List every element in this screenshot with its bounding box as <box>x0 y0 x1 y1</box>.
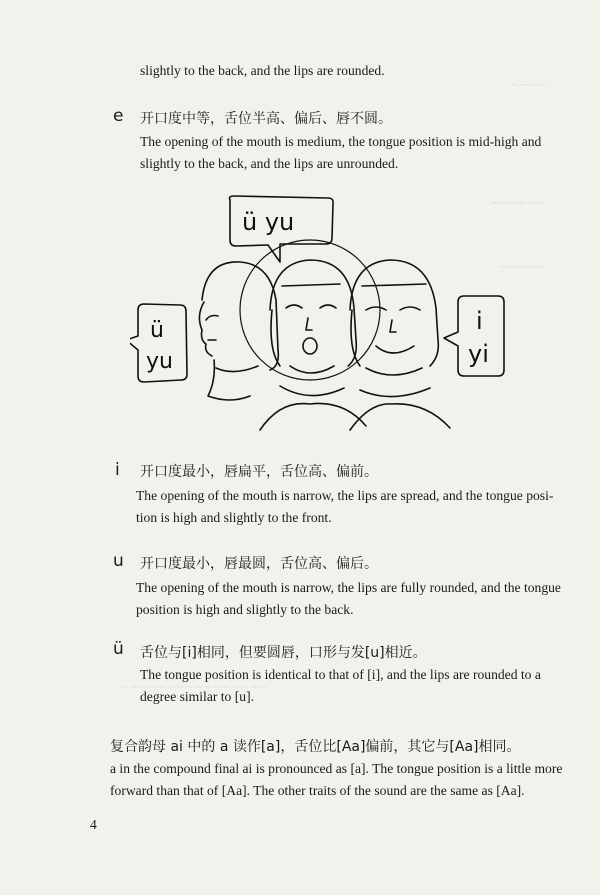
bleed-through-mark: ~~~~~~~~~~~~~~~~ <box>120 680 268 693</box>
vowel-letter-u: u <box>113 551 124 571</box>
girl-middle-front <box>260 260 366 430</box>
vowel-i-english-line1: The opening of the mouth is narrow, the lips are spread, and the tongue posi- <box>136 488 554 503</box>
vowel-u-english-line1: The opening of the mouth is narrow, the lips are fully rounded, and the tongue <box>136 580 561 595</box>
bubble-right-line1: i <box>476 307 483 335</box>
vowel-u-english-line2: position is high and slightly to the back. <box>136 602 354 617</box>
bleed-through-mark: ~~~~~~ <box>490 196 546 209</box>
bubble-left-line2: yu <box>146 349 173 374</box>
vowel-uu-chinese: 舌位与[i]相同，但要圆唇，口形与发[u]相近。 <box>140 645 427 661</box>
continuation-text: slightly to the back, and the lips are rounded. <box>140 63 385 78</box>
bleed-through-mark: ~~~~~ <box>500 260 547 273</box>
three-girls-illustration <box>130 190 510 440</box>
page-number: 4 <box>90 817 97 832</box>
vowel-letter-i: i <box>115 460 120 480</box>
vowel-i-english-line2: tion is high and slightly to the front. <box>136 510 332 525</box>
vowel-u-chinese: 开口度最小，唇最圆，舌位高、偏后。 <box>140 556 378 572</box>
girl-left-profile <box>199 262 278 400</box>
vowel-uu-english-line2: degree similar to [u]. <box>140 689 254 704</box>
compound-final-ai-english-line1: a in the compound final ai is pronounced as [a]. The tongue position is a little more <box>110 761 563 776</box>
compound-final-ai-english-line2: forward than that of [Aa]. The other traits of the sound are the same as [Aa]. <box>110 783 525 798</box>
girl-right-front <box>350 260 450 430</box>
vowel-uu-english-line1: The tongue position is identical to that of [i], and the lips are rounded to a <box>140 667 541 682</box>
vowel-e-chinese: 开口度中等，舌位半高、偏后、唇不圆。 <box>140 111 392 127</box>
bubble-right-line2: yi <box>468 340 489 368</box>
vowel-i-chinese: 开口度最小，唇扁平，舌位高、偏前。 <box>140 464 378 480</box>
bubble-left-line1: ü <box>150 318 164 343</box>
vowel-letter-e: e <box>113 106 124 126</box>
vowel-e-english-line2: slightly to the back, and the lips are unrounded. <box>140 156 399 171</box>
bleed-through-mark: ~~~~ <box>510 78 547 91</box>
compound-final-ai-chinese: 复合韵母 ai 中的 a 读作[a]，舌位比[Aa]偏前，其它与[Aa]相同。 <box>110 739 521 755</box>
bubble-top-text: ü yu <box>242 208 295 236</box>
vowel-e-english-line1: The opening of the mouth is medium, the tongue position is mid-high and <box>140 134 542 149</box>
vowel-letter-u-umlaut: ü <box>113 639 124 659</box>
